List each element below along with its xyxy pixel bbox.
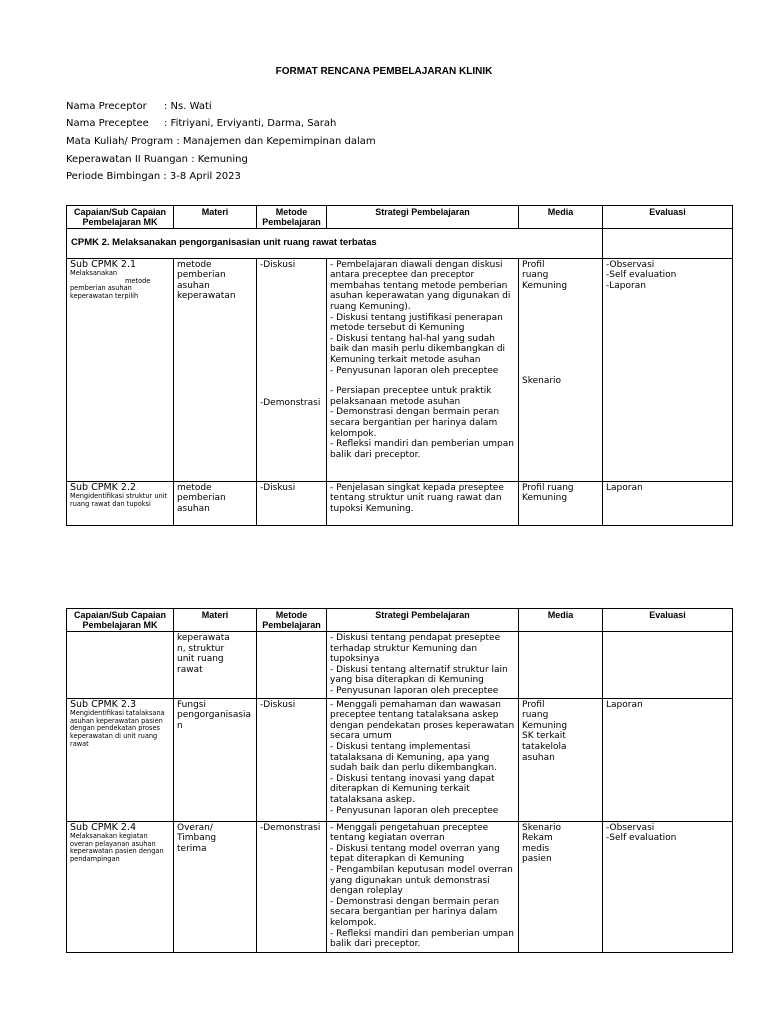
preceptee-label: Nama Preceptee <box>66 118 149 129</box>
media-cell <box>519 632 603 699</box>
table-row <box>67 632 733 699</box>
table-row <box>67 481 733 525</box>
info-preceptee <box>66 115 336 132</box>
info-matkul: Mata Kuliah/ Program : Manajemen dan Kepemimpinan dalam <box>66 136 376 147</box>
metode-cell <box>257 632 327 699</box>
table-row <box>67 258 733 481</box>
info-periode: Periode Bimbingan : 3-8 April 2023 <box>66 171 241 182</box>
header-metode: Metode Pembelajaran <box>257 206 327 229</box>
sub-cpmk-title: Sub CPMK 2.1 <box>70 258 137 270</box>
header-strategi: Strategi Pembelajaran <box>327 206 519 229</box>
media-cell: Profil ruang Kemuning SK terkait tatakelola asuhan <box>519 698 603 821</box>
sub-cpmk-desc: Mengidentifikasi struktur unit ruang rawat dan tupoksi <box>70 492 168 508</box>
header-materi: Materi <box>174 206 257 229</box>
evaluasi-cell <box>603 632 733 699</box>
info-ruangan: Keperawatan II Ruangan : Kemuning <box>66 154 248 165</box>
strategi-cell: - Diskusi tentang pendapat preseptee terhadap struktur Kemuning dan tupoksinya - Diskusi tentang alternatif struktur lain yang bisa diterapkan di Kemuning - Penyusunan laporan oleh preceptee <box>327 632 519 699</box>
strategi-text: - Pembelajaran diawali dengan diskusi antara preceptee dan preceptor membahas tentang metode pemberian asuhan keperawatan yang digunakan di ruang Kemuning). - Diskusi tentang justifikasi penerapan metode tersebut di Kemuning - Diskusi tentang hal-hal yang sudah baik dan masih perlu dikembangkan di Kemuning terkait metode asuhan - Penyusunan laporan oleh preceptee <box>330 259 511 376</box>
header-strategi: Strategi Pembelajaran <box>327 609 519 632</box>
sub-cpmk-desc: Melaksanakan kegiatan overan pelayanan asuhan keperawatan pasien dengan pendampingan <box>70 832 164 863</box>
capaian-cell <box>67 632 174 699</box>
sub-cpmk-desc: pemberian asuhan keperawatan terpilih <box>70 284 139 300</box>
info-preceptor <box>66 98 212 115</box>
sub-cpmk-title: Sub CPMK 2.2 <box>70 481 137 493</box>
metode-cell: -Diskusi <box>257 481 327 525</box>
header-evaluasi: Evaluasi <box>603 206 733 229</box>
evaluasi-cell: -Observasi -Self evaluation -Laporan <box>603 258 733 481</box>
media-cell <box>519 258 603 481</box>
materi-cell: metode pemberian asuhan keperawatan <box>174 258 257 481</box>
sub-cpmk-desc: Melaksanakan <box>70 269 118 278</box>
header-metode: Metode Pembelajaran <box>257 609 327 632</box>
media-cell: Skenario Rekam medis pasien <box>519 821 603 952</box>
header-capaian: Capaian/Sub Capaian Pembelajaran MK <box>67 206 174 229</box>
strategi-cell <box>327 258 519 481</box>
strategi-cell: - Penjelasan singkat kepada preseptee tentang struktur unit ruang rawat dan tupoksi Kemuning. <box>327 481 519 525</box>
capaian-cell <box>67 481 174 525</box>
metode-item: -Diskusi <box>260 259 296 270</box>
metode-item: -Demonstrasi <box>260 398 321 409</box>
preceptor-label: Nama Preceptor <box>66 101 147 112</box>
evaluasi-cell: Laporan <box>603 481 733 525</box>
materi-cell: metode pemberian asuhan <box>174 481 257 525</box>
table-header-row <box>67 609 733 632</box>
preceptee-value: : Fitriyani, Erviyanti, Darma, Sarah <box>164 118 337 129</box>
media-text: Profil ruang Kemuning <box>522 259 568 291</box>
metode-cell: -Demonstrasi <box>257 821 327 952</box>
evaluasi-cell: Laporan <box>603 698 733 821</box>
preceptor-value: : Ns. Wati <box>164 101 212 112</box>
table-header-row <box>67 206 733 229</box>
capaian-cell <box>67 258 174 481</box>
sub-cpmk-title: Sub CPMK 2.4 <box>70 821 137 833</box>
document-title: FORMAT RENCANA PEMBELAJARAN KLINIK <box>275 66 493 77</box>
header-media: Media <box>519 206 603 229</box>
media-text: Skenario <box>522 376 562 387</box>
metode-cell <box>257 258 327 481</box>
header-materi: Materi <box>174 609 257 632</box>
header-evaluasi: Evaluasi <box>603 609 733 632</box>
strategi-cell: - Menggali pemahaman dan wawasan preceptee tentang tatalaksana askep dengan pendekatan proses keperawatan secara umum - Diskusi tentang implementasi tatalaksana di Kemuning, apa yang sudah baik dan perlu dikembangkan. - Diskusi tentang inovasi yang dapat diterapkan di Kemuning terkait tatalaksana askep. - Penyusunan laporan oleh preceptee <box>327 698 519 821</box>
section-row-cpmk2 <box>67 229 733 259</box>
capaian-cell <box>67 698 174 821</box>
media-cell: Profil ruang Kemuning <box>519 481 603 525</box>
metode-cell: -Diskusi <box>257 698 327 821</box>
sub-cpmk-desc: metode <box>125 276 151 285</box>
strategi-cell: - Menggali pengetahuan preceptee tentang kegiatan overran - Diskusi tentang model overran yang tepat diterapkan di Kemuning - Pengambilan keputusan model overran yang digunakan untuk demonstrasi dengan roleplay - Demonstrasi dengan bermain peran secara bergantian per harinya dalam kelompok. - Refleksi mandiri dan pemberian umpan balik dari preceptor. <box>327 821 519 952</box>
evaluasi-cell: -Observasi -Self evaluation <box>603 821 733 952</box>
learning-plan-table-1 <box>66 205 733 526</box>
materi-cell: Fungsi pengorganisasia n <box>174 698 257 821</box>
table-row <box>67 821 733 952</box>
table-row <box>67 698 733 821</box>
sub-cpmk-desc: Mengidentifikasi tatalaksana asuhan keperawatan pasien dengan pendekatan proses keperawatan di unit ruang rawat <box>70 709 165 748</box>
strategi-text: - Persiapan preceptee untuk praktik pelaksanaan metode asuhan - Demonstrasi dengan bermain peran secara bergantian per harinya dalam kelompok. - Refleksi mandiri dan pemberian umpan balik dari preceptor. <box>330 386 514 460</box>
sub-cpmk-title: Sub CPMK 2.3 <box>70 698 137 710</box>
materi-cell: keperawata n, struktur unit ruang rawat <box>174 632 257 699</box>
capaian-cell <box>67 821 174 952</box>
learning-plan-table-2 <box>66 608 733 953</box>
header-media: Media <box>519 609 603 632</box>
materi-cell: Overan/ Timbang terima <box>174 821 257 952</box>
section-title: CPMK 2. Melaksanakan pengorganisasian unit ruang rawat terbatas <box>67 229 603 259</box>
header-capaian: Capaian/Sub Capaian Pembelajaran MK <box>67 609 174 632</box>
section-empty <box>603 229 733 259</box>
